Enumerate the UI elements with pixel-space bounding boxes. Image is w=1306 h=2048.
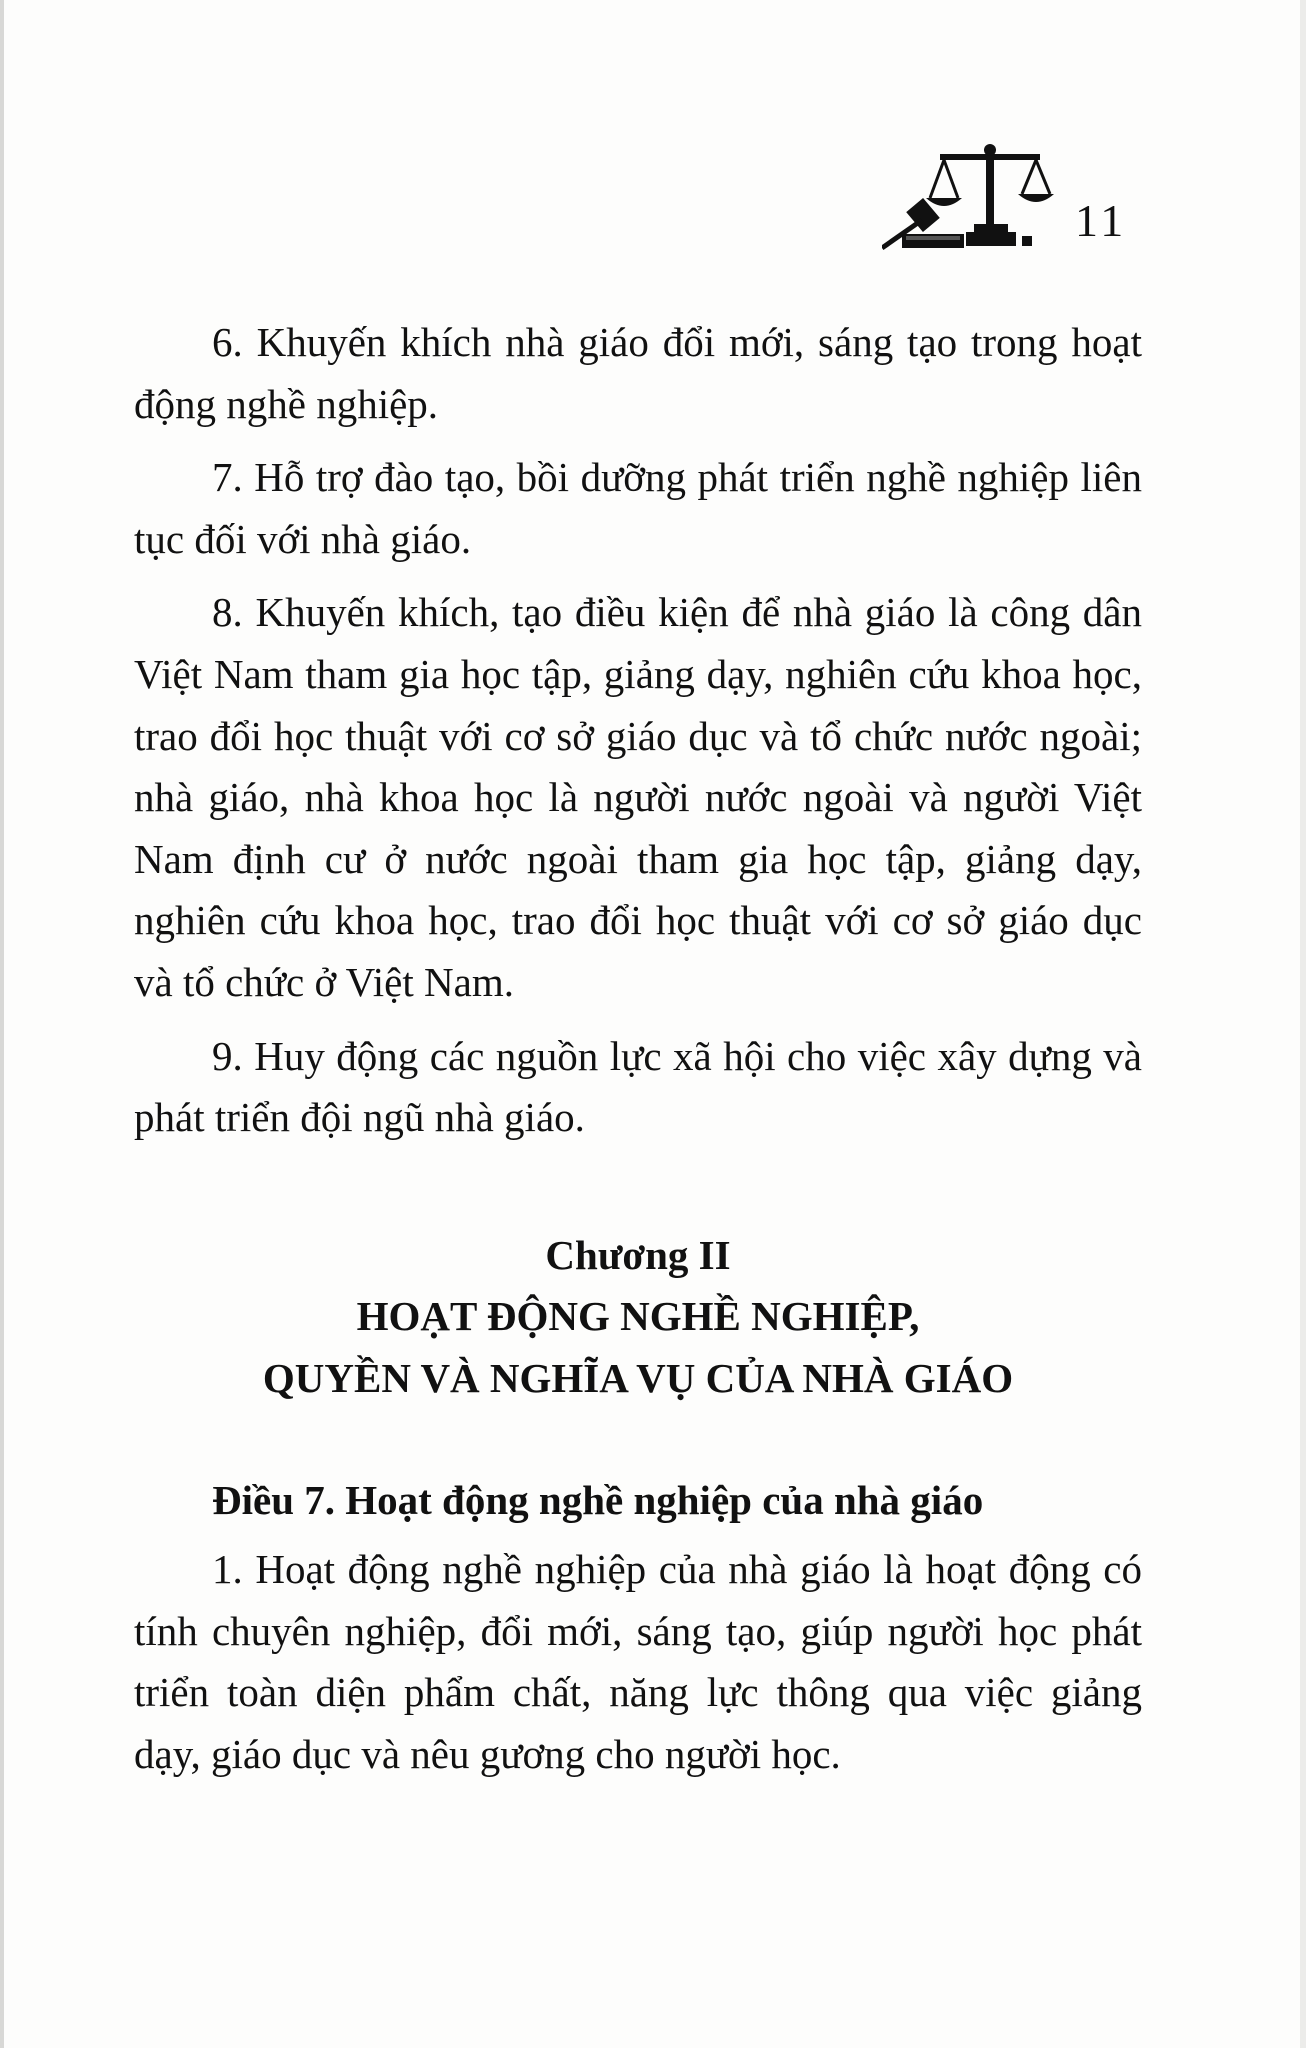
document-body [134, 312, 1142, 1797]
chapter-title-line-1: HOẠT ĐỘNG NGHỀ NGHIỆP, [356, 1293, 920, 1340]
article-title: Điều 7. Hoạt động nghề nghiệp của nhà giáo [212, 1476, 984, 1523]
paragraph-item-7: 7. Hỗ trợ đào tạo, bồi dưỡng phát triển nghề nghiệp liên tục đối với nhà giáo. [134, 454, 1142, 562]
paragraph-item-8: 8. Khuyến khích, tạo điều kiện để nhà giáo là công dân Việt Nam tham gia học tập, giảng dạy, nghiên cứu khoa học, trao đổi học thuật với cơ sở giáo dục và tổ chức nước ngoài; nhà giáo, nhà khoa học là người nước ngoài và người Việt Nam định cư ở nước ngoài tham gia học tập, giảng dạy, nghiên cứu khoa học, trao đổi học thuật với cơ sở giáo dục và tổ chức ở Việt Nam. [134, 589, 1142, 1005]
scan-edge-left [0, 0, 4, 2048]
article-paragraph-1: 1. Hoạt động nghề nghiệp của nhà giáo là hoạt động có tính chuyên nghiệp, đổi mới, sáng tạo, giúp người học phát triển toàn diện phẩm chất, năng lực thông qua việc giảng dạy, giáo dục và nêu gương cho người học. [134, 1546, 1142, 1777]
chapter-number: Chương II [545, 1231, 731, 1278]
paragraph-item-9: 9. Huy động các nguồn lực xã hội cho việc xây dựng và phát triển đội ngũ nhà giáo. [134, 1032, 1142, 1141]
chapter-title-line-2: QUYỀN VÀ NGHĨA VỤ CỦA NHÀ GIÁO [262, 1354, 1014, 1401]
scan-edge-right [1300, 0, 1306, 2048]
page-header [870, 140, 1170, 260]
page-number: 11 [1075, 195, 1128, 246]
scales-of-justice-gavel-icon [882, 140, 1062, 252]
chapter-heading [134, 1225, 1142, 1410]
paragraph-item-6: 6. Khuyến khích nhà giáo đổi mới, sáng tạo trong hoạt động nghề nghiệp. [134, 319, 1142, 427]
